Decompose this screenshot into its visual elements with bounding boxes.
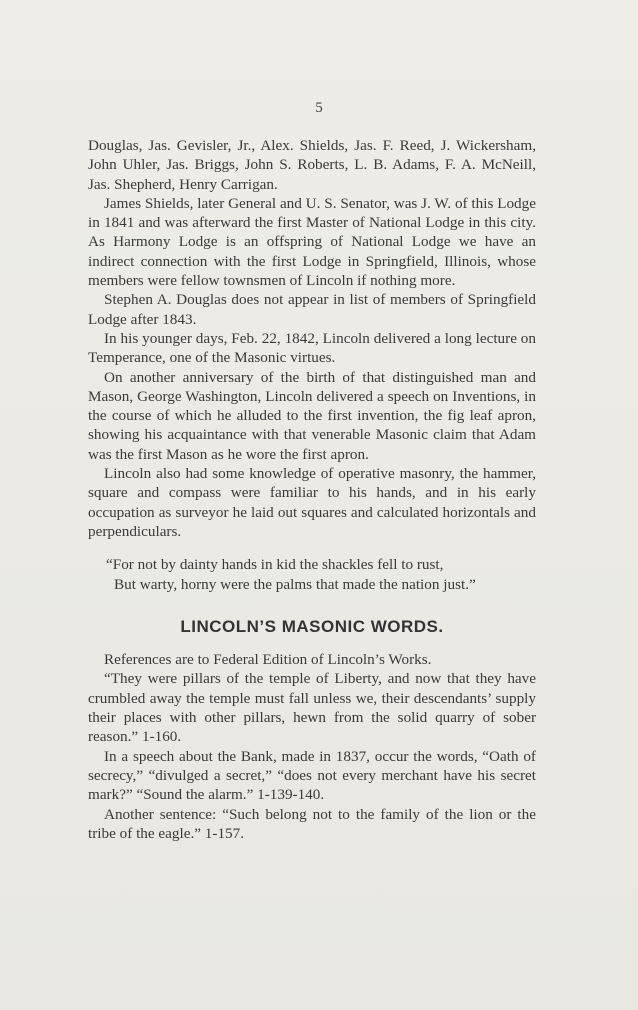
page-number: 5 [315,100,323,116]
paragraph-james-shields: James Shields, later General and U. S. Senator, was J. W. of this Lodge in 1841 and was afterward the first Master of National Lodge in this city. As Harmony Lodge is an offspring of National Lodge we have an indirect connection with the first Lodge in Springfield, Illinois, whose members were fellow townsmen of Lincoln if nothing more. [88,194,536,290]
paragraph-inventions-speech: On another anniversary of the birth of that distinguished man and Mason, George Washington, Lincoln delivered a speech on Inventions, in the course of which he alluded to the first invention, the fig leaf apron, showing his acquaintance with that venerable Masonic claim that Adam was the first Mason as he wore the first apron. [88,368,536,463]
verse-line-1: “For not by dainty hands in kid the shackles fell to rust, [106,556,444,574]
verse-quote [88,555,536,594]
verse-line-2: But warty, horny were the palms that made the nation just.” [114,575,476,593]
paragraph-stephen-douglas: Stephen A. Douglas does not appear in list of members of Springfield Lodge after 1843. [88,291,536,328]
paragraph-references: References are to Federal Edition of Lincoln’s Works. [104,651,432,669]
paragraph-operative-masonry: Lincoln also had some knowledge of operative masonry, the hammer, square and compass were familiar to his hands, and in his early occupation as surveyor he laid out squares and calculated horizontals and perpendiculars. [88,465,536,540]
paragraph-pillars-quote: “They were pillars of the temple of Liberty, and now that they have crumbled away the temple must fall unless we, their descendants’ supply their places with other pillars, hewn from the solid quarry of sober reason.” 1-160. [88,670,536,746]
paragraph-lion-eagle: Another sentence: “Such belong not to the family of the lion or the tribe of the eagle.” 1-157. [88,805,536,842]
paragraph-bank-speech: In a speech about the Bank, made in 1837, occur the words, “Oath of secrecy,” “divulged a secret,” “does not every merchant have his secret mark?” “Sound the alarm.” 1-139-140. [88,747,536,804]
paragraph-temperance-lecture: In his younger days, Feb. 22, 1842, Lincoln delivered a long lecture on Temperance, one of the Masonic virtues. [88,329,536,367]
page-body [88,136,536,843]
section-heading: LINCOLN’S MASONIC WORDS. [180,616,444,636]
paragraph-member-list: Douglas, Jas. Gevisler, Jr., Alex. Shields, Jas. F. Reed, J. Wickersham, John Uhler, Jas. Briggs, John S. Roberts, L. B. Adams, F. A. McNeill, Jas. Shepherd, Henry Carrigan. [88,137,536,193]
